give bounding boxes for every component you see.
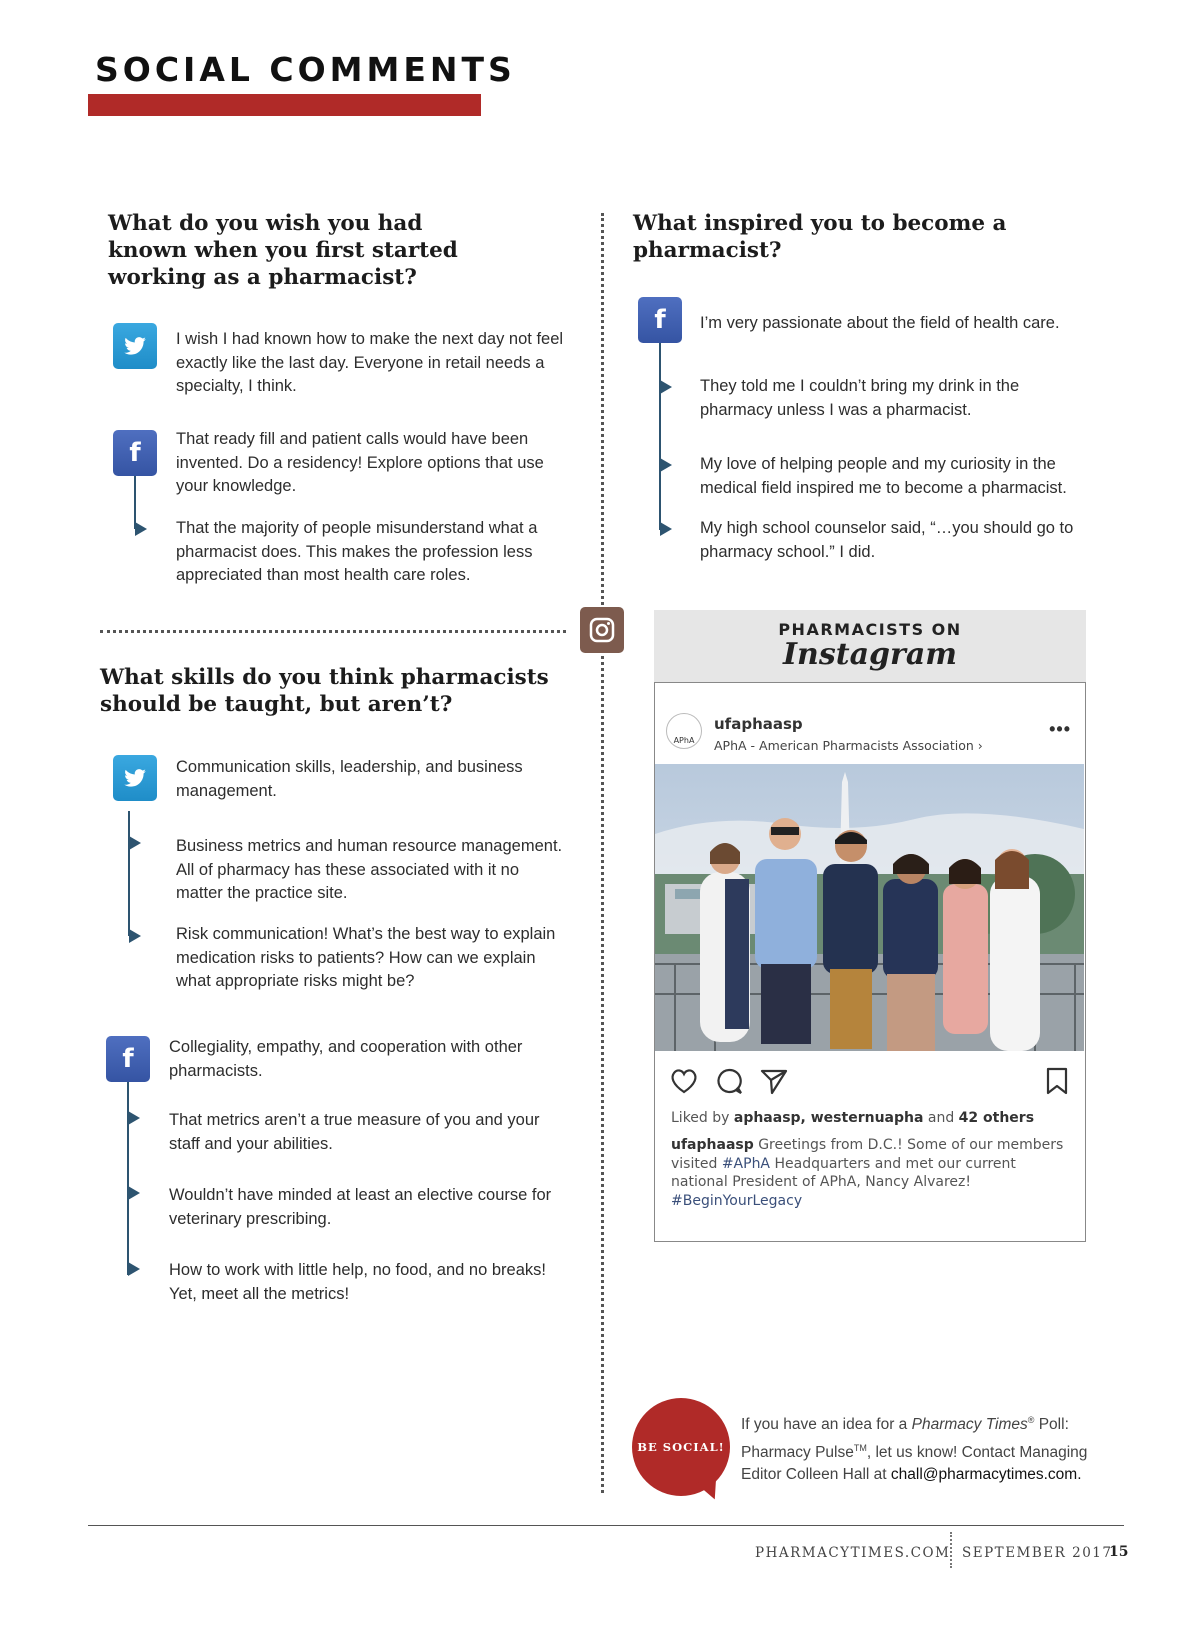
thread-arrow bbox=[128, 1262, 140, 1276]
answer-text: Risk communication! What’s the best way to explain medication risks to patients? How can we explain what appropriate risks might be? bbox=[176, 925, 556, 990]
post-photo bbox=[655, 764, 1084, 1051]
facebook-icon[interactable]: f bbox=[638, 297, 682, 343]
answer-text: That ready fill and patient calls would have been invented. Do a residency! Explore options that use your knowledge. bbox=[176, 430, 544, 495]
title-underline-bar bbox=[88, 94, 481, 116]
answer-text: My high school counselor said, “…you should go to pharmacy school.” I did. bbox=[700, 519, 1074, 561]
thread-arrow bbox=[128, 1111, 140, 1125]
editor-email-link[interactable]: chall@pharmacytimes.com. bbox=[890, 1466, 1082, 1484]
be-social-badge: BE SOCIAL! bbox=[632, 1398, 730, 1496]
answer-text: That the majority of people misunderstand what a pharmacist does. This makes the profession less appreciated than most health care roles. bbox=[176, 519, 538, 584]
thread-line bbox=[659, 343, 661, 530]
question-heading: What skills do you think pharmacists should be taught, but aren’t? bbox=[100, 665, 549, 717]
post-username[interactable]: ufaphaasp bbox=[714, 715, 803, 733]
twitter-icon[interactable] bbox=[113, 323, 157, 369]
post-actions bbox=[669, 1066, 1069, 1098]
instagram-section-header bbox=[654, 610, 1086, 682]
page-number: 15 bbox=[1109, 1544, 1129, 1560]
question-heading: What inspired you to become a pharmacist? bbox=[633, 211, 1007, 263]
answer-text: How to work with little help, no food, and no breaks! Yet, meet all the metrics! bbox=[169, 1261, 546, 1303]
answer-text: I’m very passionate about the field of health care. bbox=[700, 314, 1060, 332]
hashtag-link[interactable]: #BeginYourLegacy bbox=[671, 1192, 803, 1209]
thread-arrow bbox=[129, 836, 141, 850]
thread-arrow bbox=[660, 380, 672, 394]
answer-text: That metrics aren’t a true measure of you and your staff and your abilities. bbox=[169, 1111, 540, 1153]
thread-arrow bbox=[128, 1186, 140, 1200]
answer-text: Communication skills, leadership, and business management. bbox=[176, 758, 523, 800]
thread-line bbox=[128, 811, 130, 936]
facebook-icon[interactable]: f bbox=[113, 430, 157, 476]
more-options-icon[interactable]: ••• bbox=[1049, 719, 1071, 739]
section-brand: Instagram bbox=[783, 637, 957, 672]
thread-arrow bbox=[660, 458, 672, 472]
thread-arrow bbox=[129, 929, 141, 943]
facebook-icon[interactable]: f bbox=[106, 1036, 150, 1082]
post-caption: ufaphaasp Greetings from D.C.! Some of our members visited #APhA Headquarters and met our current national President of APhA, Nancy Alvarez! #BeginYourLegacy bbox=[671, 1137, 1064, 1209]
comment-icon[interactable] bbox=[714, 1066, 744, 1096]
send-icon[interactable] bbox=[759, 1066, 789, 1096]
question-heading: What do you wish you had known when you first started working as a pharmacist? bbox=[108, 211, 458, 290]
footer-separator bbox=[950, 1532, 952, 1568]
thread-arrow bbox=[135, 522, 147, 536]
avatar[interactable]: APhA bbox=[666, 713, 702, 749]
likes-line: Liked by aphaasp, westernuapha and 42 others bbox=[671, 1110, 1035, 1126]
answer-text: Wouldn’t have minded at least an elective course for veterinary prescribing. bbox=[169, 1186, 552, 1228]
twitter-icon[interactable] bbox=[113, 755, 157, 801]
heart-icon[interactable] bbox=[669, 1066, 699, 1096]
instagram-icon[interactable] bbox=[580, 607, 624, 653]
post-location[interactable]: APhA - American Pharmacists Association › bbox=[714, 738, 983, 753]
footer-date: SEPTEMBER 2017 bbox=[962, 1545, 1113, 1561]
thread-arrow bbox=[660, 522, 672, 536]
bookmark-icon[interactable] bbox=[1045, 1066, 1069, 1096]
section-label: PHARMACISTS ON bbox=[778, 620, 962, 639]
column-divider bbox=[601, 213, 604, 1493]
answer-text: They told me I couldn’t bring my drink in the pharmacy unless I was a pharmacist. bbox=[700, 377, 1020, 419]
section-divider bbox=[100, 630, 566, 633]
footer-site: PHARMACYTIMES.COM bbox=[755, 1545, 951, 1561]
answer-text: Collegiality, empathy, and cooperation with other pharmacists. bbox=[169, 1038, 523, 1080]
footer-rule bbox=[88, 1525, 1124, 1526]
instagram-post bbox=[654, 682, 1086, 1242]
hashtag-link[interactable]: #APhA bbox=[721, 1155, 771, 1172]
answer-text: Business metrics and human resource management. All of pharmacy has these associated with it no matter the practice site. bbox=[176, 837, 563, 902]
page-title: SOCIAL COMMENTS bbox=[95, 50, 516, 89]
answer-text: My love of helping people and my curiosity in the medical field inspired me to become a pharmacist. bbox=[700, 455, 1067, 497]
promo-text: If you have an idea for a Pharmacy Times® Poll: Pharmacy Pulse™, let us know! Contact Managing Editor Colleen Hall at chall@pharmacytimes.com. bbox=[741, 1415, 1088, 1484]
answer-text: I wish I had known how to make the next day not feel exactly like the last day. Everyone in retail needs a specialty, I think. bbox=[176, 330, 564, 395]
